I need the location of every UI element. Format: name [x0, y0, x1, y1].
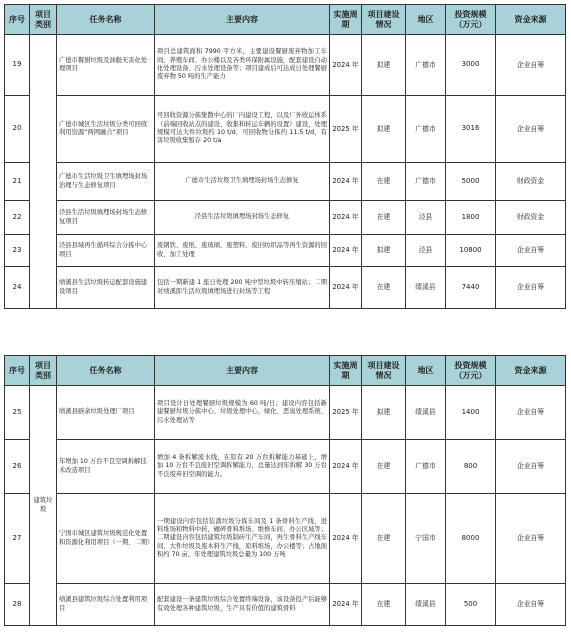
cell-period: 2024 年	[330, 201, 362, 235]
cell-content: 配套建设一条建筑垃圾综合处置终端设备，该设备投产后能够有效处理各种建筑垃圾，生产具有价值的建筑骨料	[155, 584, 330, 626]
cell-content: 项目总建筑面积 7990 平方米，主要建设餐厨废弃物加工车间、养殖车间、办公楼以及各类环保附属设施，配套建设自动化处理设备、污水处理设备等；项目建成后可达成日处理餐厨废弃物 50 吨的生产能力	[155, 35, 330, 96]
header-row	[5, 356, 566, 386]
cell-no: 25	[5, 386, 30, 440]
cell-investment: 500	[446, 584, 496, 626]
header-fund-source: 资金来源	[496, 356, 566, 386]
cell-fund-source: 企业自筹	[496, 96, 566, 163]
cell-no: 27	[5, 494, 30, 584]
header-status: 项目建设情况	[362, 5, 406, 35]
header-no: 序号	[5, 356, 30, 386]
cell-no: 21	[5, 163, 30, 201]
header-status: 项目建设情况	[362, 356, 406, 386]
header-fund-source: 资金来源	[496, 5, 566, 35]
header-investment: 投资规模（万元）	[446, 356, 496, 386]
cell-category	[30, 35, 57, 309]
cell-status: 在建	[362, 584, 406, 626]
cell-status: 在建	[362, 494, 406, 584]
header-period: 实施周期	[330, 5, 362, 35]
cell-status: 在建	[362, 267, 406, 309]
table-row	[5, 584, 566, 626]
header-category: 项目类别	[30, 5, 57, 35]
table-row	[5, 201, 566, 235]
cell-fund-source: 企业自筹	[496, 235, 566, 267]
cell-no: 28	[5, 584, 30, 626]
header-content: 主要内容	[155, 5, 330, 35]
cell-content: 增加 4 条拆解流水线，在原有 20 万台拆解能力基础上，增加 10 万台不良废旧空调拆解能力，总量达到年拆解 30 万台不良废弃旧空调的能力。	[155, 440, 330, 494]
cell-period: 2024 年	[330, 235, 362, 267]
table-row	[5, 386, 566, 440]
cell-fund-source: 企业自筹	[496, 494, 566, 584]
cell-investment: 5000	[446, 163, 496, 201]
table-row	[5, 235, 566, 267]
cell-period: 2025 年	[330, 386, 362, 440]
cell-status: 拟建	[362, 35, 406, 96]
cell-fund-source: 财政资金	[496, 201, 566, 235]
cell-content: 广德市生活垃圾卫生填埋场封场生态修复	[155, 163, 330, 201]
project-table-2	[4, 355, 566, 626]
cell-status: 在建	[362, 163, 406, 201]
header-content: 主要内容	[155, 356, 330, 386]
cell-region: 泾县	[406, 235, 446, 267]
cell-content: 泾县生活垃圾填埋场封场生态修复	[155, 201, 330, 235]
header-region: 地区	[406, 5, 446, 35]
cell-period: 2024 年	[330, 584, 362, 626]
header-category: 项目类别	[30, 356, 57, 386]
cell-content: 项目设计日处理餐厨垃圾规模为 60 吨/日；建设内容包括新建餐厨垃圾分拣中心、垃圾处理中心、绿化、恶臭处理系统、污水处理站等	[155, 386, 330, 440]
cell-task-name: 宁国市城区建筑垃圾规范化处置和资源化利用项目（一期、二期）	[57, 494, 155, 584]
cell-fund-source: 企业自筹	[496, 440, 566, 494]
cell-region: 广德市	[406, 163, 446, 201]
cell-period: 2024 年	[330, 494, 362, 584]
cell-no: 24	[5, 267, 30, 309]
cell-fund-source: 财政资金	[496, 163, 566, 201]
cell-task-name: 泾县生活垃圾填埋场封场生态修复项目	[57, 201, 155, 235]
cell-fund-source: 企业自筹	[496, 267, 566, 309]
cell-content: 一期建设内容包括装潢垃圾分拣车间及 1 条骨料生产线，进料堆场和物料中转，碾碎骨料堆场、维修车间、办公区域等；二期建设内容包括建筑垃圾制砖生产车间，再生骨料生产线车间，大件垃圾及废木料生产线，原料堆场，办公楼等；占地面积约 70 亩，年处理建筑垃圾总量为 100 万吨	[155, 494, 330, 584]
cell-period: 2024 年	[330, 35, 362, 96]
cell-category: 建筑垃圾	[30, 386, 57, 626]
table-row	[5, 267, 566, 309]
cell-status: 拟建	[362, 386, 406, 440]
cell-task-name: 广德市生活垃圾卫生填埋场封场治理与生态修复项目	[57, 163, 155, 201]
cell-task-name: 年增加 10 万台不良空调拆解技术改造项目	[57, 440, 155, 494]
cell-investment: 8000	[446, 494, 496, 584]
header-investment: 投资规模（万元）	[446, 5, 496, 35]
cell-period: 2024 年	[330, 267, 362, 309]
cell-investment: 7440	[446, 267, 496, 309]
cell-region: 绩溪县	[406, 267, 446, 309]
cell-region: 广德市	[406, 440, 446, 494]
cell-status: 在建	[362, 201, 406, 235]
table-row	[5, 163, 566, 201]
cell-task-name: 绩溪县建筑垃圾综合处置利用项目	[57, 584, 155, 626]
cell-investment: 800	[446, 440, 496, 494]
cell-investment: 3000	[446, 35, 496, 96]
cell-no: 19	[5, 35, 30, 96]
cell-investment: 10800	[446, 235, 496, 267]
cell-no: 20	[5, 96, 30, 163]
table-row	[5, 440, 566, 494]
cell-period: 2024 年	[330, 440, 362, 494]
cell-content: 废钢铁、废纸、废玻璃、废塑料、废旧纺织品等再生资源的回收、加工处理	[155, 235, 330, 267]
table-row	[5, 96, 566, 163]
cell-region: 绩溪县	[406, 584, 446, 626]
cell-task-name: 绩溪县生活垃圾转运配套设施建设项目	[57, 267, 155, 309]
header-row	[5, 5, 566, 35]
cell-investment: 1800	[446, 201, 496, 235]
cell-investment: 3016	[446, 96, 496, 163]
cell-fund-source: 企业自筹	[496, 35, 566, 96]
cell-status: 在建	[362, 440, 406, 494]
cell-fund-source: 企业自筹	[496, 386, 566, 440]
cell-task-name: 广德市餐厨垃圾及油脂无害化处理项目	[57, 35, 155, 96]
cell-region: 泾县	[406, 201, 446, 235]
cell-content: 可回收资源分拣集散中心的厂内建设工程，以及厂外收运体系（前端回收站点的建设、收集和转运车辆的设置）建设，处理规模可达大件垃圾约 10 t/d，可回收物分拣约 11.5 t/d，有害垃圾收集暂存 20 t/a	[155, 96, 330, 163]
header-task-name: 任务名称	[57, 356, 155, 386]
table-row	[5, 35, 566, 96]
header-region: 地区	[406, 356, 446, 386]
cell-region: 广德市	[406, 35, 446, 96]
cell-region: 广德市	[406, 96, 446, 163]
cell-content: 包括一期新建 1 座日处理 200 吨中型垃圾中转压缩站；二期对绩溪郎生活垃圾填埋场进行封场等工程	[155, 267, 330, 309]
cell-status: 拟建	[362, 96, 406, 163]
cell-period: 2025 年	[330, 96, 362, 163]
cell-no: 23	[5, 235, 30, 267]
cell-investment: 1400	[446, 386, 496, 440]
cell-task-name: 泾县县域再生循环综合分拣中心项目	[57, 235, 155, 267]
header-no: 序号	[5, 5, 30, 35]
cell-fund-source: 企业自筹	[496, 584, 566, 626]
cell-region: 绩溪县	[406, 386, 446, 440]
cell-period: 2024 年	[330, 163, 362, 201]
cell-no: 22	[5, 201, 30, 235]
cell-task-name: 广德市城区生活垃圾分类可回收利用资源“两网融合”项目	[57, 96, 155, 163]
project-table-1	[4, 4, 566, 309]
table-row	[5, 494, 566, 584]
cell-no: 26	[5, 440, 30, 494]
cell-region: 宁国市	[406, 494, 446, 584]
cell-task-name: 绩溪县厨余垃圾处理厂项目	[57, 386, 155, 440]
header-period: 实施周期	[330, 356, 362, 386]
header-task-name: 任务名称	[57, 5, 155, 35]
cell-status: 拟建	[362, 235, 406, 267]
